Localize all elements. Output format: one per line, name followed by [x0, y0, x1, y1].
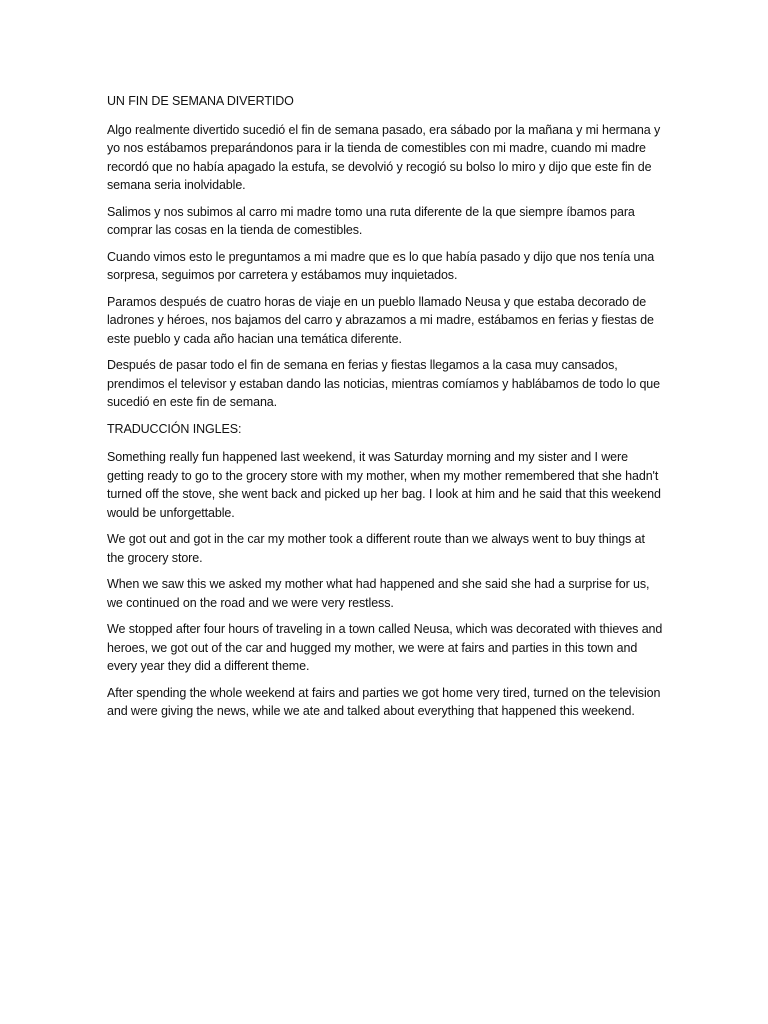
spanish-paragraph-5: Después de pasar todo el fin de semana en ferias y fiestas llegamos a la casa muy cansados, prendimos el televisor y estaban dando las noticias, mientras comíamos y hablábamos de todo lo que sucedió en este fin de semana. — [107, 358, 661, 409]
document-page — [107, 92, 663, 729]
spanish-paragraph-1: Algo realmente divertido sucedió el fin de semana pasado, era sábado por la mañana y mi hermana y yo nos estábamos preparándonos para ir la tienda de comestibles con mi madre, cuando mi madre recordó que no había apagado la estufa, se devolvió y recogió su bolso lo miro y dijo que este fin de semana seria inolvidable. — [107, 122, 661, 192]
document-title: UN FIN DE SEMANA DIVERTIDO — [107, 94, 294, 108]
english-paragraph-1: Something really fun happened last weekend, it was Saturday morning and my sister and I were getting ready to go to the grocery store with my mother, when my mother remembered that she hadn't turned off the stove, she went back and picked up her bag. I look at him and he said that this weekend would be unforgettable. — [107, 450, 661, 520]
spanish-paragraph-4: Paramos después de cuatro horas de viaje en un pueblo llamado Neusa y que estaba decorado de ladrones y héroes, nos bajamos del carro y abrazamos a mi madre, estábamos en ferias y fiestas de este pueblo y cada año hacian una temática diferente. — [107, 294, 654, 346]
english-paragraph-4: We stopped after four hours of traveling in a town called Neusa, which was decorated with thieves and heroes, we got out of the car and hugged my mother, we were at fairs and parties in this town and every year they did a different theme. — [107, 622, 663, 673]
english-paragraph-3: When we saw this we asked my mother what had happened and she said she had a surprise for us, we continued on the road and we were very restless. — [107, 577, 650, 610]
spanish-paragraph-3: Cuando vimos esto le preguntamos a mi madre que es lo que había pasado y dijo que nos tenía una sorpresa, seguimos por carretera y estábamos muy inquietados. — [107, 249, 655, 282]
english-paragraph-5: After spending the whole weekend at fairs and parties we got home very tired, turned on the television and were giving the news, while we ate and talked about everything that happened this weekend. — [107, 685, 661, 718]
english-paragraph-2: We got out and got in the car my mother took a different route than we always went to buy things at the grocery store. — [107, 532, 645, 565]
translation-heading: TRADUCCIÓN INGLES: — [107, 421, 242, 436]
spanish-paragraph-2: Salimos y nos subimos al carro mi madre tomo una ruta diferente de la que siempre íbamos para comprar las cosas en la tienda de comestibles. — [107, 204, 635, 237]
